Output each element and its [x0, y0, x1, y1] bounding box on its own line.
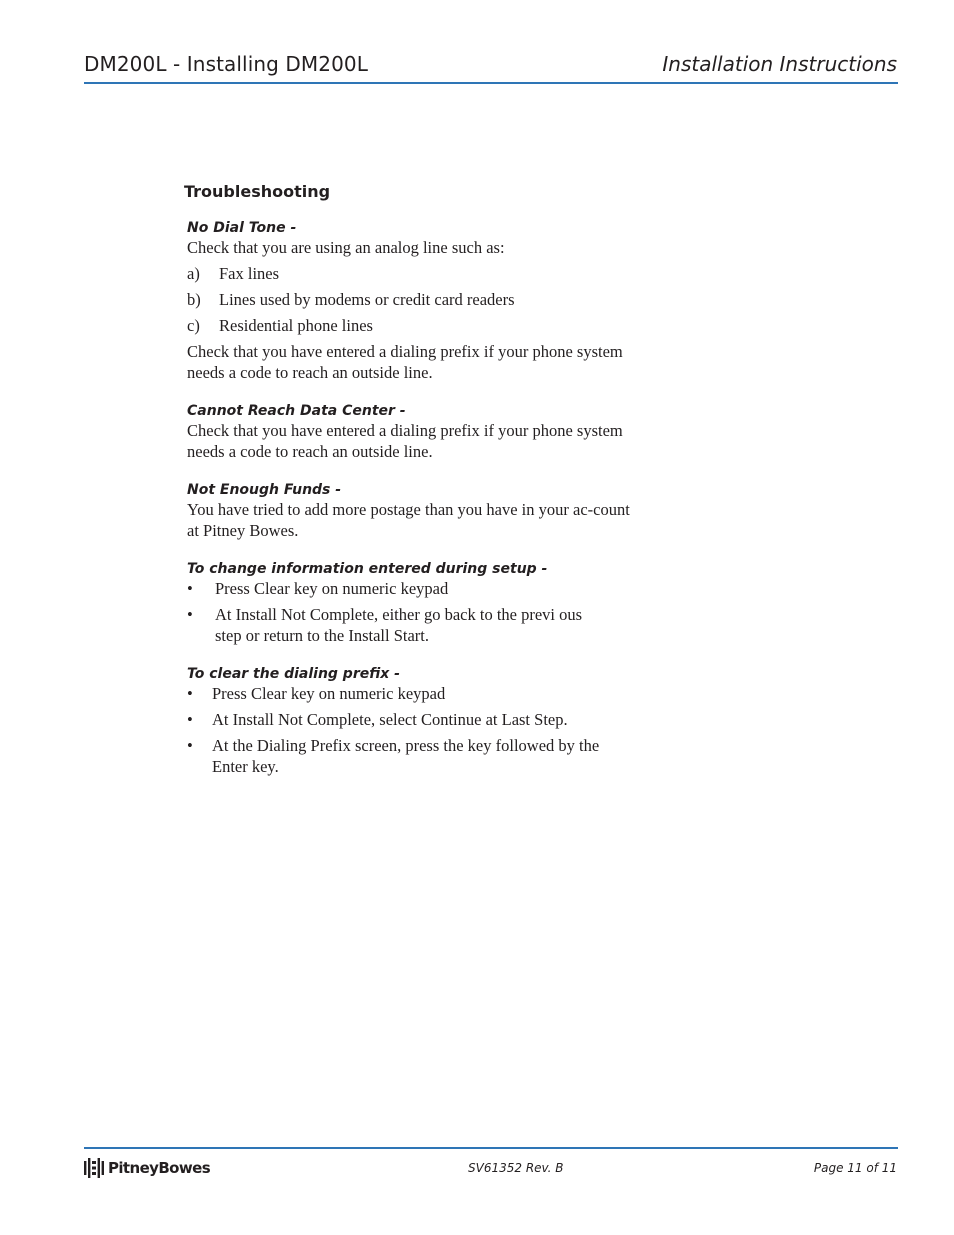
cannot-reach-section — [184, 402, 644, 462]
list-item — [187, 578, 644, 599]
not-enough-funds-section — [184, 481, 644, 541]
list-item-text: At the Dialing Prefix screen, press the key followed by the Enter key. — [212, 736, 600, 776]
subheading: To change information entered during setup - — [187, 561, 548, 577]
subheading: No Dial Tone - — [187, 220, 297, 236]
document-type: Installation Instructions — [662, 52, 897, 76]
list-item — [187, 709, 644, 730]
list-item — [187, 263, 644, 284]
header-rule — [84, 82, 898, 84]
subheading: Not Enough Funds - — [187, 482, 342, 498]
no-dial-tone-section — [184, 219, 644, 383]
subheading: To clear the dialing prefix - — [187, 666, 400, 682]
list-marker: a) — [187, 264, 200, 283]
section-title: Troubleshooting — [184, 182, 331, 201]
footer-rule — [84, 1147, 898, 1149]
list-item-text: At Install Not Complete, select Continue at Last Step. — [212, 710, 568, 729]
list-marker: c) — [187, 316, 200, 335]
clear-prefix-section — [184, 665, 644, 777]
logo-text: PitneyBowes — [108, 1159, 211, 1177]
change-info-section — [184, 560, 644, 646]
company-logo — [84, 1158, 210, 1178]
list-item-text: Lines used by modems or credit card readers — [219, 290, 515, 309]
list-item — [187, 289, 644, 310]
paragraph: Check that you have entered a dialing prefix if your phone system needs a code to reach an outside line. — [187, 421, 623, 461]
bullet: • — [187, 684, 193, 703]
list-item-text: At Install Not Complete, either go back to the previ ous step or return to the Install Start. — [215, 605, 583, 645]
list-item-text: Press Clear key on numeric keypad — [212, 684, 446, 703]
list-item — [187, 315, 644, 336]
page-number: Page 11 of 11 — [813, 1161, 897, 1175]
bullet: • — [187, 605, 193, 624]
subheading: Cannot Reach Data Center - — [187, 403, 406, 419]
bullet: • — [187, 736, 193, 755]
list-marker: b) — [187, 290, 201, 309]
list-item — [187, 604, 644, 646]
document-number: SV61352 Rev. B — [468, 1161, 564, 1175]
paragraph: Check that you are using an analog line such as: — [187, 238, 505, 257]
paragraph: Check that you have entered a dialing prefix if your phone system needs a code to reach an outside line. — [187, 342, 623, 382]
document-title: DM200L - Installing DM200L — [84, 52, 368, 76]
paragraph: You have tried to add more postage than you have in your ac-count at Pitney Bowes. — [187, 500, 630, 540]
list-item-text: Press Clear key on numeric keypad — [215, 579, 449, 598]
bullet: • — [187, 579, 193, 598]
pitney-bowes-logo-icon — [84, 1158, 104, 1178]
list-item-text: Residential phone lines — [219, 316, 373, 335]
list-item — [187, 683, 644, 704]
main-content — [184, 182, 644, 796]
bullet: • — [187, 710, 193, 729]
list-item — [187, 735, 644, 777]
list-item-text: Fax lines — [219, 264, 280, 283]
